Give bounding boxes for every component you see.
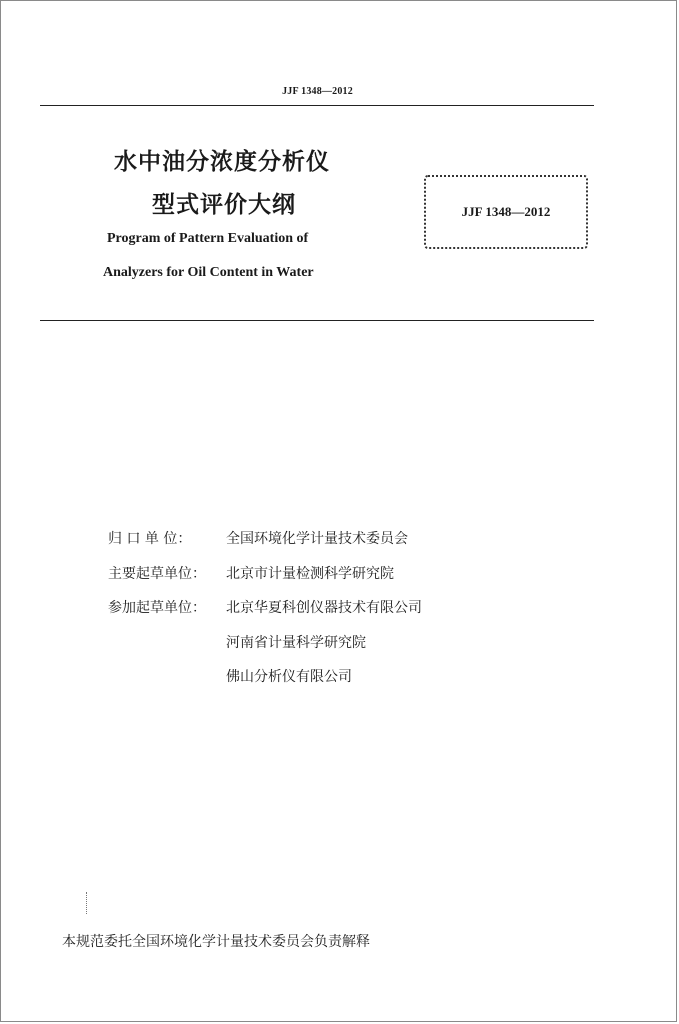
info-row-main-drafter — [108, 563, 394, 583]
info-label: 参加起草单位： — [108, 600, 206, 616]
scan-artifact-dots — [86, 892, 89, 914]
footer-interpretation-note: 本规范委托全国环境化学计量技术委员会负责解释 — [62, 934, 370, 950]
title-chinese-line-1: 水中油分浓度分析仪 — [114, 149, 330, 175]
title-english-line-1: Program of Pattern Evaluation of — [107, 231, 309, 246]
top-rule — [40, 105, 594, 106]
bottom-rule — [40, 320, 594, 321]
title-chinese-line-2: 型式评价大纲 — [152, 192, 296, 218]
info-value: 北京市计量检测科学研究院 — [226, 566, 394, 582]
info-value: 佛山分析仪有限公司 — [226, 669, 352, 685]
title-english-line-2: Analyzers for Oil Content in Water — [103, 265, 314, 280]
info-label: 主要起草单位： — [108, 566, 206, 582]
standard-code-box — [424, 175, 588, 249]
info-label: 归 口 单 位： — [108, 531, 192, 547]
info-value: 河南省计量科学研究院 — [226, 635, 366, 651]
standard-code-box-text: JJF 1348—2012 — [461, 204, 551, 219]
info-value: 全国环境化学计量技术委员会 — [226, 531, 408, 547]
info-row-participating-drafter-2 — [108, 632, 366, 652]
header-standard-code: JJF 1348—2012 — [282, 86, 353, 97]
info-row-participating-drafter — [108, 597, 422, 617]
info-value: 北京华夏科创仪器技术有限公司 — [226, 600, 422, 616]
info-row-participating-drafter-3 — [108, 666, 352, 686]
info-row-responsible-unit — [108, 528, 408, 548]
